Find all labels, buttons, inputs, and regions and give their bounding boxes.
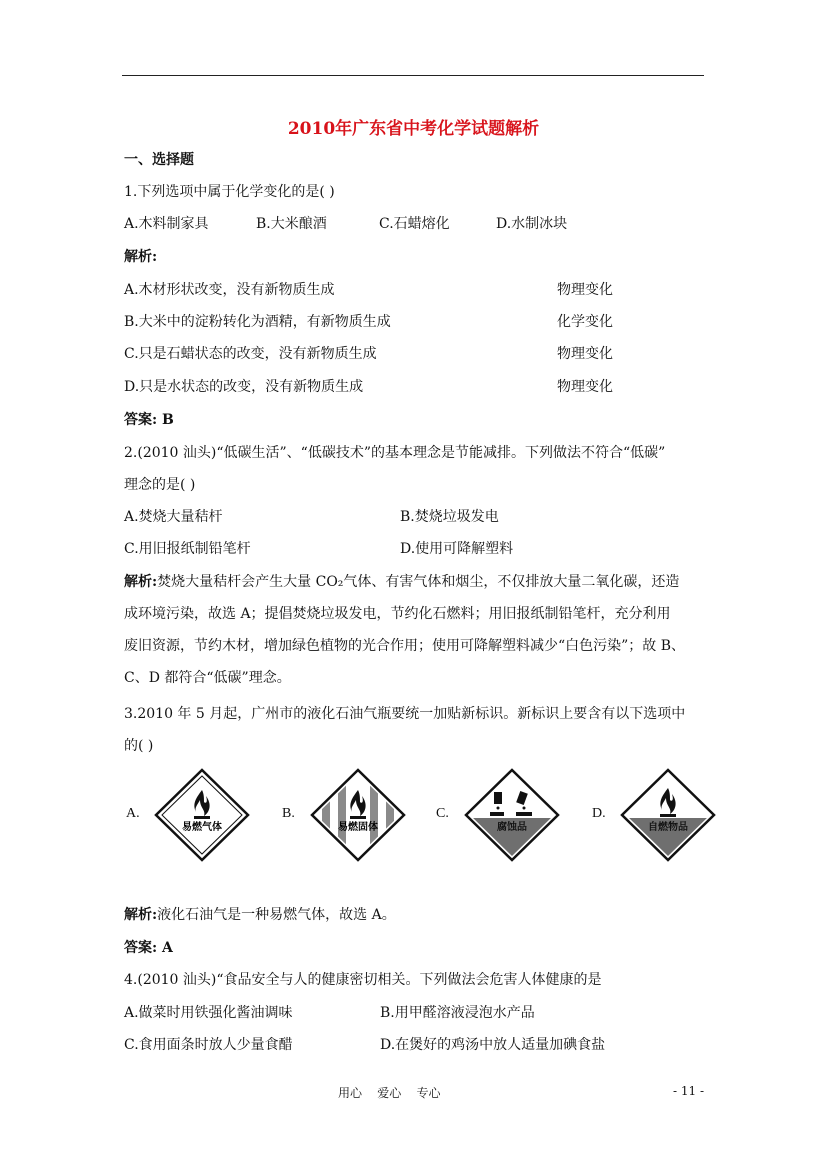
q1-analysis-d-result: 物理变化 <box>557 379 613 395</box>
q1-option-b: B.大米酿酒 <box>256 216 327 232</box>
sign-c <box>436 768 566 862</box>
section-heading: 一、选择题 <box>124 152 194 168</box>
q2-option-b: B.焚烧垃圾发电 <box>400 509 499 525</box>
q3-answer: 答案: A <box>124 940 173 956</box>
sign-c-letter: C. <box>436 806 449 821</box>
q3-stem-line1: 3.2010 年 5 月起，广州市的液化石油气瓶要统一加贴新标识。新标识上要含有以下选项中 <box>124 706 686 722</box>
q4-option-d: D.在煲好的鸡汤中放人适量加碘食盐 <box>380 1037 606 1053</box>
q1-analysis-d: D.只是水状态的改变，没有新物质生成 <box>124 379 364 395</box>
q1-analysis-a: A.木材形状改变，没有新物质生成 <box>124 282 335 298</box>
q4-option-c: C.食用面条时放人少量食醋 <box>124 1037 293 1053</box>
sign-d-letter: D. <box>592 806 606 821</box>
q4-option-b: B.用甲醛溶液浸泡水产品 <box>380 1005 535 1021</box>
q2-analysis-text1: 焚烧大量秸杆会产生大量 CO₂气体、有害气体和烟尘，不仅排放大量二氧化碳，还造 <box>157 574 680 590</box>
q1-analysis-c: C.只是石蜡状态的改变，没有新物质生成 <box>124 346 377 362</box>
sign-b-letter: B. <box>282 806 295 821</box>
sign-a <box>126 768 256 862</box>
q1-option-a: A.木料制家具 <box>124 216 209 232</box>
sign-d <box>592 768 722 862</box>
hazard-signs <box>122 768 712 862</box>
corrosive-icon <box>464 768 560 862</box>
q1-analysis-b-result: 化学变化 <box>557 314 613 330</box>
q3-analysis-label: 解析: <box>124 907 158 923</box>
q2-stem-line2: 理念的是( ) <box>124 477 196 493</box>
flame-icon <box>310 768 406 862</box>
q1-analysis-c-result: 物理变化 <box>557 346 613 362</box>
q2-analysis-line3: 废旧资源，节约木材，增加绿色植物的光合作用；使用可降解塑料减少“白色污染”；故 B、 <box>124 638 686 654</box>
q2-analysis-line4: C、D 都符合“低碳”理念。 <box>124 670 291 686</box>
sign-a-letter: A. <box>126 806 140 821</box>
header-rule <box>122 75 704 76</box>
q1-stem: 1.下列选项中属于化学变化的是( ) <box>124 184 335 200</box>
q4-stem: 4.(2010 汕头)“食品安全与人的健康密切相关。下列做法会危害人体健康的是 <box>124 972 602 988</box>
page-title: 2010年广东省中考化学试题解析 <box>287 119 540 139</box>
q3-analysis-text: 液化石油气是一种易燃气体，故选 A。 <box>157 907 396 923</box>
q1-analysis-label: 解析: <box>124 249 158 265</box>
q2-option-c: C.用旧报纸制铅笔杆 <box>124 541 251 557</box>
q1-answer: 答案: B <box>124 412 174 428</box>
flame-icon <box>620 768 716 862</box>
q1-analysis-a-result: 物理变化 <box>557 282 613 298</box>
q3-analysis-line <box>124 905 396 925</box>
q2-analysis-label: 解析: <box>124 574 158 590</box>
sign-b-label: 易燃固体 <box>338 822 378 833</box>
q1-option-c: C.石蜡熔化 <box>379 216 450 232</box>
page-number: - 11 - <box>673 1084 705 1098</box>
q3-stem-line2: 的( ) <box>124 738 154 754</box>
q4-option-a: A.做菜时用铁强化酱油调味 <box>124 1005 293 1021</box>
q2-analysis-line2: 成环境污染，故选 A；提倡焚烧垃圾发电，节约化石燃料；用旧报纸制铅笔杆，充分利用 <box>124 606 671 622</box>
flame-icon <box>154 768 250 862</box>
q2-option-a: A.焚烧大量秸杆 <box>124 509 223 525</box>
sign-c-label: 腐蚀品 <box>497 822 527 833</box>
sign-a-label: 易燃气体 <box>182 822 222 833</box>
q1-analysis-b: B.大米中的淀粉转化为酒精，有新物质生成 <box>124 314 391 330</box>
q2-analysis-line1 <box>124 572 679 592</box>
q2-option-d: D.使用可降解塑料 <box>400 541 514 557</box>
footer-motto: 用心 爱心 专心 <box>338 1086 441 1100</box>
q1-option-d: D.水制冰块 <box>496 216 568 232</box>
sign-d-label: 自燃物品 <box>648 822 688 833</box>
sign-b <box>282 768 412 862</box>
q2-stem-line1: 2.(2010 汕头)“低碳生活”、“低碳技术”的基本理念是节能减排。下列做法不符合“低碳” <box>124 445 666 461</box>
